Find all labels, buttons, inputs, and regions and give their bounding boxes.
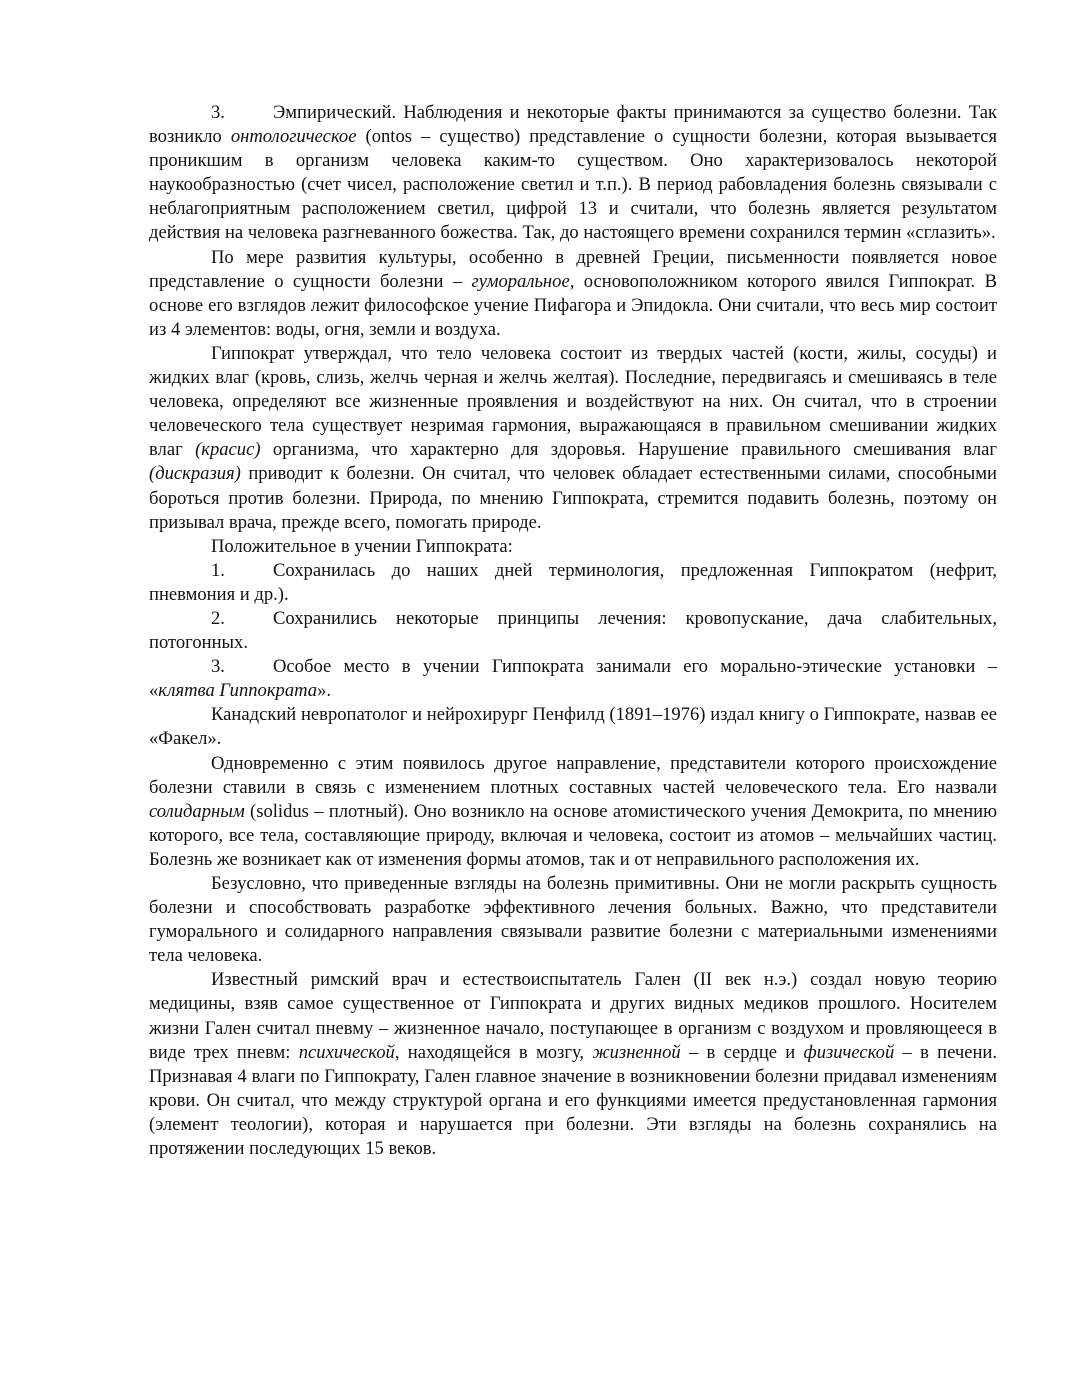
list-number: 2. xyxy=(211,607,225,629)
text-run: Эмпирический. Наблюдения и некоторые факты принимаются за существо болезни. Так возникло xyxy=(149,102,997,148)
text-run: Безусловно, что приведенные взгляды на болезнь примитивны. Они не могли раскрыть сущность болезни и способствовать разработке эффективного лечения больных. Важно, что представители гуморального и солидарного направления связывали развитие болезни с материальными изменениями тела человека. xyxy=(149,873,997,967)
italic-term: гуморальное, xyxy=(471,270,575,292)
list-number: 3. xyxy=(211,102,225,123)
paragraph-solidar xyxy=(149,752,997,872)
text-run: Гиппократ утверждал, что тело человека состоит из твердых частей (кости, жилы, сосуды) и жидких влаг (кровь, слизь, желчь черная и желчь желтая). Последние, передвигаясь и смешиваясь в теле человека, определяют все жизненные проявления и воздействуют на них. Он считал, что в строении человеческого тела существует незримая гармония, выражающаяся в правильном смешивании жидких влаг xyxy=(149,342,997,461)
italic-term: физической xyxy=(803,1041,895,1063)
list-number: 3. xyxy=(211,656,225,678)
text-run: Известный римский врач и естествоиспытатель Гален (II век н.э.) создал новую теорию медицины, взяв самое существенное от Гиппократа и других видных медиков прошлого. Носителем жизни Гален считал пневму – жизненное начало, поступающее в организм с воздухом и провляющееся в виде трех пневм: xyxy=(149,969,997,1063)
paragraph-penfield xyxy=(149,703,997,751)
paragraph-positive-heading xyxy=(149,535,997,559)
paragraph-primitive xyxy=(149,872,997,968)
text-run: организма, что характерно для здоровья. Нарушение правильного смешивания влаг xyxy=(260,439,997,461)
text-run: (ontos – существо) представление о сущности болезни, которая вызывается проникшим в организм человека каким-то существом. Оно характеризовалось некоторой наукообразностью (счет чисел, расположение светил и т.п.). В период рабовладения болезнь связывали с неблагоприятным расположением светил, цифрой 13 и считали, что болезнь является результатом действия на человека разгневанного божества. Так, до настоящего времени сохранился термин «сглазить». xyxy=(149,126,998,244)
italic-term: психической xyxy=(298,1041,395,1063)
text-run: Сохранились некоторые принципы лечения: кровопускание, дача слабительных, потогонных. xyxy=(149,607,997,654)
paragraph-empirical xyxy=(149,101,997,246)
italic-term: (красис) xyxy=(195,439,261,461)
text-run: ». xyxy=(317,680,332,702)
document-page xyxy=(149,101,997,1161)
italic-term: солидарным xyxy=(149,800,245,822)
text-run: (solidus – плотный). Оно возникло на основе атомистического учения Демокрита, по мнению которого, все тела, составляющие природу, включая и человека, состоит из атомов – мельчайших частиц. Болезнь же возникает как от изменения формы атомов, так и от неправильного расположения их. xyxy=(149,800,997,870)
paragraph-hippocrates xyxy=(149,342,997,535)
text-run: основоположником которого явился Гиппократ. В основе его взглядов лежит философское учение Пифагора и Эпидокла. Они считали, что весь мир состоит из 4 элементов: воды, огня, земли и воздуха. xyxy=(149,270,997,340)
italic-term: (дискразия) xyxy=(149,463,241,485)
italic-term: жизненной xyxy=(592,1041,681,1063)
text-run: , находящейся в мозгу, xyxy=(394,1041,593,1063)
list-number: 1. xyxy=(211,559,225,581)
text-run: – в печени. Признавая 4 влаги по Гиппократу, Гален главное значение в возникновении болезни придавал изменениям крови. Он считал, что между структурой органа и его функциями имеется предустановленная гармония (элемент теологии), которая и нарушается при болезни. Эти взгляды на болезнь сохранялись на протяжении последующих 15 веков. xyxy=(149,1041,998,1160)
paragraph-humoral xyxy=(149,246,997,342)
italic-term: онтологическое xyxy=(230,126,357,148)
text-run: Канадский невропатолог и нейрохирург Пенфилд (1891–1976) издал книгу о Гиппократе, назвав ее «Факел». xyxy=(149,704,997,750)
text-run: Положительное в учении Гиппократа: xyxy=(211,535,513,557)
text-run: По мере развития культуры, особенно в древней Греции, письменности появляется новое представление о сущности болезни – xyxy=(149,246,997,292)
list-item xyxy=(149,559,997,607)
text-run: приводит к болезни. Он считал, что человек обладает естественными силами, способными бороться против болезни. Природа, по мнению Гиппократа, стремится подавить болезнь, поэтому он призывал врача, прежде всего, помогать природе. xyxy=(149,463,997,533)
text-run: – в сердце и xyxy=(680,1041,804,1063)
italic-term: клятва Гиппократа xyxy=(158,680,318,702)
text-run: Одновременно с этим появилось другое направление, представители которого происхождение болезни ставили в связь с изменением плотных составных частей человеческого тела. Его назвали xyxy=(149,752,997,798)
list-item xyxy=(149,607,997,655)
text-run: Сохранилась до наших дней терминология, предложенная Гиппократом (нефрит, пневмония и др.). xyxy=(149,559,997,605)
paragraph-galen xyxy=(149,968,997,1161)
list-item xyxy=(149,655,997,703)
text-run: Особое место в учении Гиппократа занимали его морально-этические установки – « xyxy=(149,656,997,702)
